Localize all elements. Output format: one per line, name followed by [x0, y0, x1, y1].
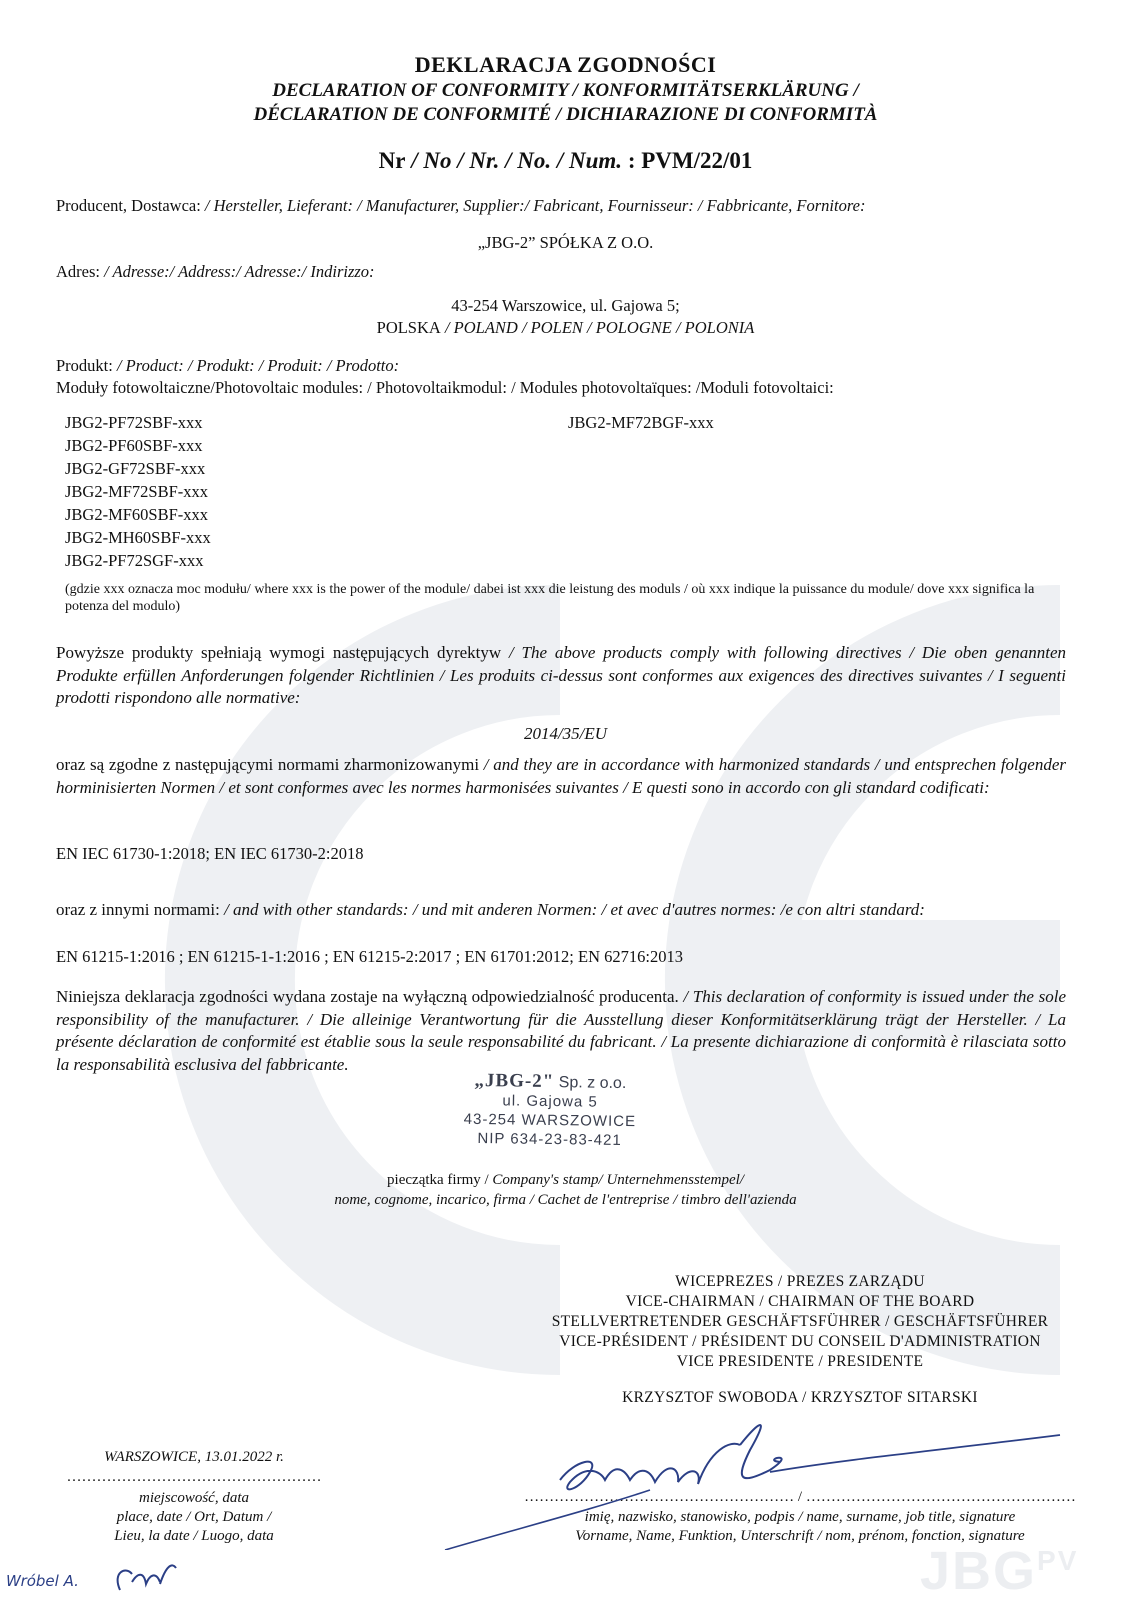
model-item: JBG2-MF72BGF-xxx [568, 413, 714, 432]
signature-label-line: imię, nazwisko, stanowisko, podpis / name, surname, job title, signature [584, 1509, 1016, 1525]
producer-label [56, 196, 1096, 216]
handwritten-signature [440, 1410, 1120, 1550]
number-prefix: Nr [378, 148, 406, 173]
role-line: VICE-CHAIRMAN / CHAIRMAN OF THE BOARD [625, 1293, 975, 1310]
role-line: VICE PRESIDENTE / PRESIDENTE [676, 1353, 924, 1370]
signature-dots: ……………………………………………… / ……………………………………………… [524, 1489, 1076, 1505]
product-category: Moduły fotowoltaiczne/Photovoltaic modules: / Photovoltaikmodul: / Modules photovoltaïques: /Moduli fotovoltaici: [56, 378, 834, 397]
address-country [0, 318, 1131, 338]
place-date-label-line: miejscowość, data [139, 1490, 249, 1506]
model-item: JBG2-PF60SBF-xxx [65, 436, 203, 455]
logo-text: JBG [920, 1541, 1038, 1601]
signatory-names: KRZYSZTOF SWOBODA / KRZYSZTOF SITARSKI [622, 1389, 978, 1406]
document-title: DEKLARACJA ZGODNOŚCI [414, 52, 717, 77]
product-label-translations: / Product: / Produkt: / Produit: / Prodotto: [112, 356, 400, 375]
other-intro [56, 899, 1066, 922]
directives-intro [56, 642, 1066, 710]
handwritten-note: Wróbel A. [6, 1572, 79, 1590]
harmonized-intro-translations: / and they are in accordance with harmonized standards / und entsprechen folgender horminisierten Normen / et sont conformes avec les normes harmonisées suivantes / E questi sono in accordo con gli standard codificati: [56, 755, 1066, 797]
other-intro-translations: / and with other standards: / und mit anderen Normen: / et avec d'autres normes: /e con altri standard: [219, 900, 925, 919]
country-translations: / POLAND / POLEN / POLOGNE / POLONIA [440, 318, 755, 337]
producer-label-pl: Producent, Dostawca: [56, 196, 201, 215]
address-label-pl: Adres: [56, 262, 100, 281]
signature-label-line: Vorname, Name, Funktion, Unterschrift / nom, prénom, fonction, signature [575, 1528, 1025, 1544]
number-value: : PVM/22/01 [622, 148, 753, 173]
stamp-line: 43-254 WARSZOWICE [463, 1110, 637, 1131]
product-label [56, 356, 399, 376]
place-date-value: WARSZOWICE, 13.01.2022 r. [104, 1449, 284, 1465]
place-date-label [64, 1489, 324, 1546]
responsibility-translations: / This declaration of conformity is issued under the sole responsibility of the manufacturer. / Die alleinige Verantwortung für die Ausstellung dieser Konformitätserklärung trägt der Hersteller. / La présente déclaration de conformité est établie sous la seule responsabilité du fabricant. / La presente dichiarazione di conformità è rilasciata sotto la responsabilità esclusiva del fabbricante. [56, 987, 1066, 1074]
number-prefix-translations: / No / Nr. / No. / Num. [405, 148, 623, 173]
place-date-label-line: place, date / Ort, Datum / [116, 1509, 272, 1525]
responsibility-pl: Niniejsza deklaracja zgodności wydana zostaje na wyłączną odpowiedzialność producenta. [56, 987, 679, 1006]
stamp-caption-2: nome, cognome, incarico, firma / Cachet de l'entreprise / timbro dell'azienda [334, 1192, 797, 1208]
responsibility-statement [56, 986, 1066, 1076]
document-subtitle-2: DÉCLARATION DE CONFORMITÉ / DICHIARAZIONE DI CONFORMITÀ [253, 104, 878, 125]
models-left-list [65, 411, 211, 572]
stamp-brand: „JBG-2" [474, 1069, 555, 1093]
product-label-pl: Produkt: [56, 356, 113, 375]
harmonized-intro [56, 754, 1066, 799]
company-stamp [429, 1070, 670, 1150]
role-line: VICE-PRÉSIDENT / PRÉSIDENT DU CONSEIL D'ADMINISTRATION [559, 1333, 1041, 1350]
address-label [56, 262, 375, 282]
logo-suffix: PV [1037, 1545, 1079, 1576]
address-label-translations: / Adresse:/ Address:/ Adresse:/ Indirizzo: [100, 262, 375, 281]
directive-value: 2014/35/EU [523, 724, 608, 743]
declaration-number [0, 148, 1131, 174]
harmonized-intro-pl: oraz są zgodne z następującymi normami zharmonizowanymi [56, 755, 480, 774]
harmonized-standards: EN IEC 61730-1:2018; EN IEC 61730-2:2018 [56, 844, 364, 863]
place-date-label-line: Lieu, la date / Luogo, data [114, 1528, 274, 1544]
jbg-logo [920, 1540, 1078, 1602]
model-item: JBG2-PF72SBF-xxx [65, 413, 203, 432]
models-right-list [568, 411, 714, 434]
model-item: JBG2-MF72SBF-xxx [65, 482, 209, 501]
model-item: JBG2-MH60SBF-xxx [65, 528, 211, 547]
address-line: 43-254 Warszowice, ul. Gajowa 5; [451, 296, 680, 315]
directives-intro-translations: / The above products comply with following directives / Die oben genannten Produkte erfüllen Anforderungen folgender Richtlinien / Les produits ci-dessus sont conformes aux exigences des directives suivantes / I seguenti prodotti rispondono alle normative: [56, 643, 1067, 707]
role-line: STELLVERTRETENDER GESCHÄFTSFÜHRER / GESCHÄFTSFÜHRER [551, 1313, 1049, 1330]
producer-label-translations: / Hersteller, Lieferant: / Manufacturer, Supplier:/ Fabricant, Fournisseur: / Fabbricante, Fornitore: [200, 196, 866, 215]
stamp-caption-1 [0, 1171, 1131, 1190]
stamp-caption-translations: Company's stamp/ Unternehmensstempel/ [488, 1172, 744, 1188]
stamp-line: ul. Gajowa 5 [502, 1092, 598, 1111]
producer-name: „JBG-2” SPÓŁKA Z O.O. [477, 233, 654, 252]
signatory-roles [500, 1272, 1100, 1372]
document-subtitle-1: DECLARATION OF CONFORMITY / KONFORMITÄTSERKLÄRUNG / [272, 80, 859, 101]
place-date-dots: …………………………………………… [66, 1469, 322, 1485]
stamp-caption-pl: pieczątka firmy / [387, 1172, 489, 1188]
directives-intro-pl: Powyższe produkty spełniają wymogi następujących dyrektyw [56, 643, 502, 662]
stamp-line: Sp. z o.o. [558, 1074, 627, 1093]
model-item: JBG2-PF72SGF-xxx [65, 551, 204, 570]
country-pl: POLSKA [376, 318, 441, 337]
model-item: JBG2-MF60SBF-xxx [65, 505, 209, 524]
role-line: WICEPREZES / PREZES ZARZĄDU [675, 1273, 925, 1290]
stamp-line: NIP 634-23-83-421 [477, 1129, 622, 1150]
other-intro-pl: oraz z innymi normami: [56, 900, 220, 919]
model-power-note: (gdzie xxx oznacza moc modułu/ where xxx is the power of the module/ dabei ist xxx die leistung des moduls / où xxx indique la puissance du module/ dove xxx significa la potenza del modulo) [65, 582, 1035, 614]
model-item: JBG2-GF72SBF-xxx [65, 459, 206, 478]
other-standards: EN 61215-1:2016 ; EN 61215-1-1:2016 ; EN 61215-2:2017 ; EN 61701:2012; EN 62716:2013 [56, 947, 683, 966]
